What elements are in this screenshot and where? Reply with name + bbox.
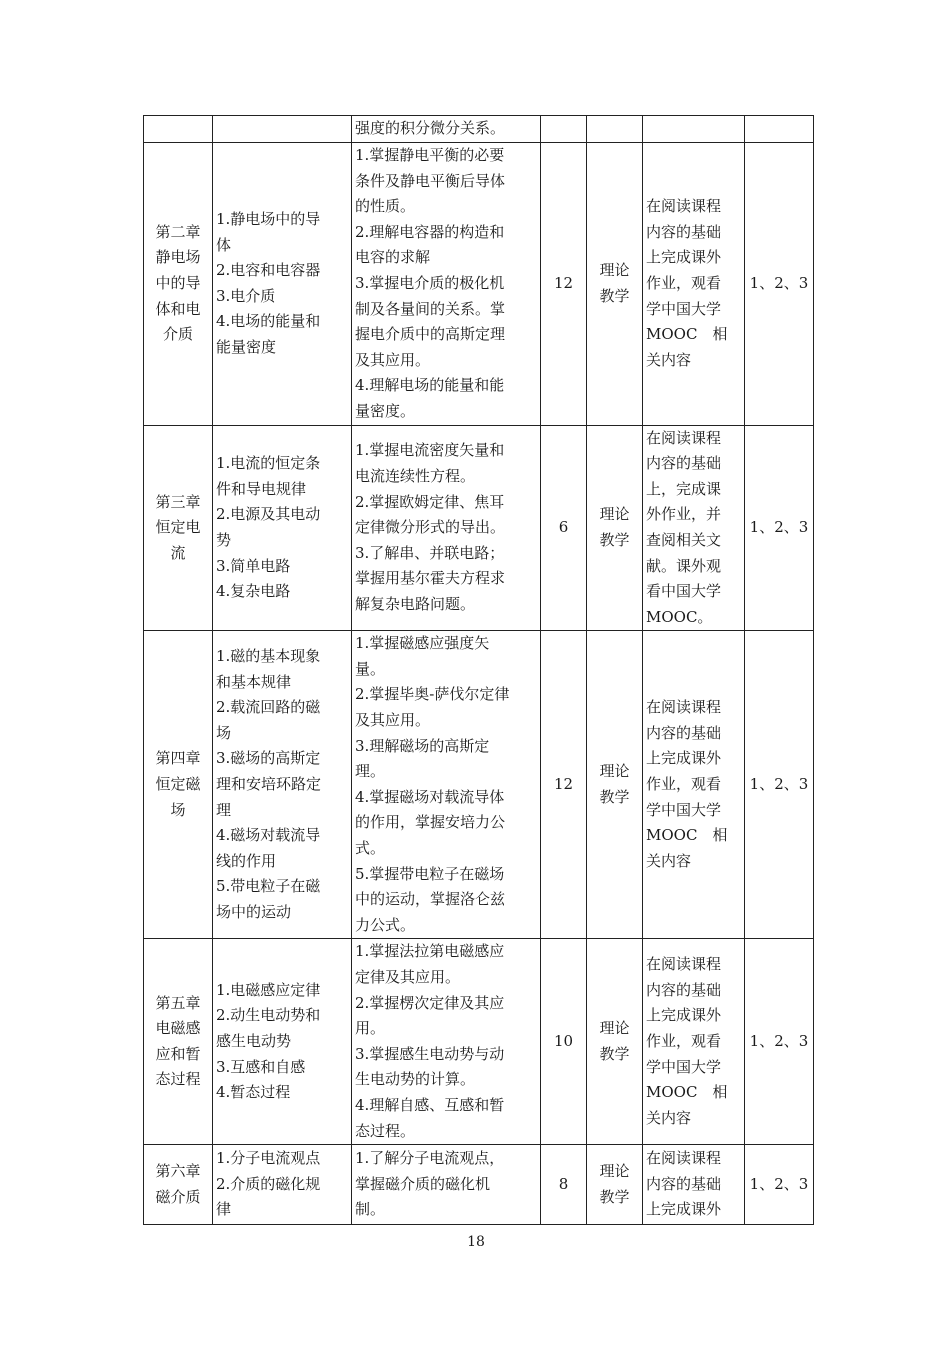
cell-text-line: 2.掌握欧姆定律、焦耳	[355, 492, 505, 511]
cell-text-line: 教学	[599, 1044, 630, 1063]
chapter-cell	[144, 143, 213, 426]
cell-text-line: 5.带电粒子在磁	[216, 877, 321, 896]
cell-text-line: 3.理解磁场的高斯定	[355, 736, 490, 755]
cell-text-line: 2.电源及其电动	[216, 505, 321, 524]
cell-text-line: 2.介质的磁化规	[216, 1174, 321, 1193]
cell-text-line: 感生电动势	[216, 1031, 292, 1050]
table-row	[144, 425, 814, 631]
objective-ref-cell	[745, 116, 814, 143]
cell-text-line: 理论	[599, 261, 630, 280]
table-row	[144, 143, 814, 426]
cell-text-line: 1.掌握磁感应强度矢	[355, 634, 490, 653]
cell-text-line: 上完成课外	[646, 1006, 722, 1025]
cell-text-line: 内容的基础	[646, 1174, 722, 1193]
table-row	[144, 1145, 814, 1225]
cell-text-line: 2.掌握楞次定律及其应	[355, 993, 505, 1012]
cell-text-line: 作业，观看	[646, 775, 722, 794]
cell-text-line: 1.电磁感应定律	[216, 980, 321, 999]
cell-text-line: 静电场	[155, 248, 201, 267]
cell-text-line: 3.磁场的高斯定	[216, 749, 321, 768]
cell-text-line: 第四章	[155, 749, 201, 768]
cell-text-line: 查阅相关文	[646, 530, 722, 549]
cell-text-line: 制。	[355, 1200, 386, 1219]
cell-text-line: 体和电	[155, 299, 201, 318]
cell-text-line: 中的运动，掌握洛仑兹	[355, 890, 506, 909]
cell-text-line: 流	[170, 543, 186, 562]
cell-text-line: MOOC 相	[646, 1083, 728, 1102]
teaching-type-cell	[587, 116, 643, 143]
cell-text-line: 在阅读课程	[646, 197, 722, 216]
objectives-cell	[352, 939, 541, 1145]
cell-text-line: 学中国大学	[646, 299, 722, 318]
syllabus-table	[143, 115, 814, 1225]
objective-ref-cell: 1、2、3	[745, 939, 814, 1145]
cell-text-line: 用。	[355, 1019, 386, 1038]
hours-cell: 8	[541, 1145, 587, 1225]
topics-cell	[213, 939, 352, 1145]
cell-text-line: 作业，观看	[646, 273, 722, 292]
cell-text-line: 3.了解串、并联电路；	[355, 543, 505, 562]
cell-text-line: 学中国大学	[646, 800, 722, 819]
hours-cell: 10	[541, 939, 587, 1145]
cell-text-line: 解复杂电路问题。	[355, 594, 476, 613]
cell-text-line: 上，完成课	[646, 479, 722, 498]
cell-text-line: 作业，观看	[646, 1031, 722, 1050]
cell-text-line: 律	[216, 1200, 232, 1219]
table-row	[144, 939, 814, 1145]
chapter-cell	[144, 116, 213, 143]
cell-text-line: 上完成课外	[646, 749, 722, 768]
cell-text-line: 4.暂态过程	[216, 1083, 291, 1102]
cell-text-line: 4.电场的能量和	[216, 312, 321, 331]
cell-text-line: 献。课外观	[646, 556, 722, 575]
cell-text-line: 学中国大学	[646, 1057, 722, 1076]
cell-text-line: 内容的基础	[646, 723, 722, 742]
cell-text-line: 恒定磁	[155, 775, 201, 794]
cell-text-line: 4.理解自感、互感和暂	[355, 1095, 505, 1114]
cell-text-line: 教学	[599, 787, 630, 806]
teaching-type-cell	[587, 631, 643, 939]
cell-text-line: 内容的基础	[646, 454, 722, 473]
cell-text-line: 1.电流的恒定条	[216, 454, 321, 473]
cell-text-line: 3.掌握电介质的极化机	[355, 273, 505, 292]
cell-text-line: MOOC 相	[646, 325, 728, 344]
objective-ref-cell: 1、2、3	[745, 1145, 814, 1225]
cell-text-line: 场	[216, 723, 232, 742]
cell-text-line: 2.掌握毕奥-萨伐尔定律	[355, 685, 510, 704]
cell-text-line: 态过程	[155, 1070, 201, 1089]
cell-text-line: 应和暂	[155, 1044, 201, 1063]
cell-text-line: 教学	[599, 286, 630, 305]
cell-text-line: 理论	[599, 762, 630, 781]
cell-text-line: 电磁感	[155, 1019, 201, 1038]
cell-text-line: 磁介质	[155, 1187, 201, 1206]
cell-text-line: 及其应用。	[355, 350, 431, 369]
cell-text-line: 第二章	[155, 222, 201, 241]
activities-cell	[643, 425, 745, 631]
cell-text-line: 上完成课外	[646, 1200, 722, 1219]
cell-text-line: 3.掌握感生电动势与动	[355, 1044, 505, 1063]
activities-cell	[643, 116, 745, 143]
cell-text-line: 在阅读课程	[646, 698, 722, 717]
hours-cell	[541, 116, 587, 143]
cell-text-line: 中的导	[155, 273, 201, 292]
cell-text-line: 态过程。	[355, 1121, 416, 1140]
hours-cell: 6	[541, 425, 587, 631]
page-number: 18	[467, 1234, 485, 1250]
hours-cell: 12	[541, 631, 587, 939]
table-row	[144, 116, 814, 143]
teaching-type-cell	[587, 425, 643, 631]
cell-text-line: 3.互感和自感	[216, 1057, 306, 1076]
cell-text-line: 能量密度	[216, 337, 277, 356]
cell-text-line: 握电介质中的高斯定理	[355, 325, 506, 344]
cell-text-line: 强度的积分微分关系。	[355, 119, 506, 138]
cell-text-line: 1.掌握静电平衡的必要	[355, 146, 505, 164]
cell-text-line: 电容的求解	[355, 248, 431, 267]
cell-text-line: 场中的运动	[216, 903, 292, 922]
cell-text-line: 在阅读课程	[646, 1149, 722, 1168]
cell-text-line: 4.理解电场的能量和能	[355, 376, 505, 395]
cell-text-line: 介质	[162, 325, 193, 344]
cell-text-line: 看中国大学	[646, 582, 722, 601]
cell-text-line: 恒定电	[155, 518, 201, 537]
cell-text-line: 掌握用基尔霍夫方程求	[355, 569, 506, 588]
chapter-cell	[144, 631, 213, 939]
cell-text-line: 件和导电规律	[216, 479, 307, 498]
cell-text-line: 4.磁场对载流导	[216, 826, 321, 845]
cell-text-line: 3.简单电路	[216, 556, 291, 575]
cell-text-line: 理。	[355, 762, 386, 781]
cell-text-line: 教学	[599, 530, 630, 549]
cell-text-line: 的作用，掌握安培力公	[355, 813, 506, 832]
topics-cell	[213, 425, 352, 631]
table-row	[144, 631, 814, 939]
cell-text-line: 在阅读课程	[646, 428, 722, 447]
cell-text-line: 上完成课外	[646, 248, 722, 267]
cell-text-line: 1.了解分子电流观点，	[355, 1149, 505, 1168]
cell-text-line: 制及各量间的关系。掌	[355, 299, 506, 318]
cell-text-line: 2.动生电动势和	[216, 1006, 321, 1025]
cell-text-line: 关内容	[646, 350, 692, 369]
cell-text-line: 势	[216, 530, 232, 549]
objectives-cell	[352, 1145, 541, 1225]
chapter-cell	[144, 425, 213, 631]
objectives-cell	[352, 631, 541, 939]
hours-cell: 12	[541, 143, 587, 426]
cell-text-line: 4.掌握磁场对载流导体	[355, 787, 505, 806]
cell-text-line: 量密度。	[355, 401, 416, 420]
activities-cell	[643, 631, 745, 939]
teaching-type-cell	[587, 939, 643, 1145]
cell-text-line: 理	[216, 800, 232, 819]
cell-text-line: 生电动势的计算。	[355, 1070, 476, 1089]
cell-text-line: 理论	[599, 505, 630, 524]
cell-text-line: 理论	[599, 1019, 630, 1038]
topics-cell	[213, 116, 352, 143]
topics-cell	[213, 1145, 352, 1225]
cell-text-line: 1.磁的基本现象	[216, 647, 321, 666]
cell-text-line: 1.分子电流观点	[216, 1149, 321, 1168]
cell-text-line: 线的作用	[216, 851, 277, 870]
cell-text-line: 2.载流回路的磁	[216, 698, 321, 717]
chapter-cell	[144, 1145, 213, 1225]
cell-text-line: 理论	[599, 1162, 630, 1181]
cell-text-line: 2.理解电容器的构造和	[355, 222, 505, 241]
cell-text-line: 内容的基础	[646, 222, 722, 241]
cell-text-line: 2.电容和电容器	[216, 261, 321, 280]
teaching-type-cell	[587, 143, 643, 426]
cell-text-line: MOOC 相	[646, 826, 728, 845]
cell-text-line: 5.掌握带电粒子在磁场	[355, 864, 505, 883]
cell-text-line: 的性质。	[355, 197, 416, 216]
cell-text-line: 4.复杂电路	[216, 582, 291, 601]
cell-text-line: 电流连续性方程。	[355, 466, 476, 485]
cell-text-line: MOOC。	[646, 607, 713, 626]
topics-cell	[213, 143, 352, 426]
activities-cell	[643, 143, 745, 426]
chapter-cell	[144, 939, 213, 1145]
cell-text-line: 定律微分形式的导出。	[355, 518, 506, 537]
cell-text-line: 理和安培环路定	[216, 775, 322, 794]
activities-cell	[643, 1145, 745, 1225]
cell-text-line: 场	[170, 800, 186, 819]
cell-text-line: 1.掌握电流密度矢量和	[355, 441, 505, 460]
cell-text-line: 第五章	[155, 993, 201, 1012]
objectives-cell	[352, 116, 541, 143]
objectives-cell	[352, 143, 541, 426]
cell-text-line: 式。	[355, 839, 386, 858]
cell-text-line: 教学	[599, 1187, 630, 1206]
cell-text-line: 和基本规律	[216, 672, 292, 691]
cell-text-line: 及其应用。	[355, 711, 431, 730]
cell-text-line: 量。	[355, 659, 386, 678]
cell-text-line: 定律及其应用。	[355, 968, 461, 986]
cell-text-line: 1.掌握法拉第电磁感应	[355, 942, 505, 961]
cell-text-line: 在阅读课程	[646, 955, 722, 974]
objectives-cell	[352, 425, 541, 631]
cell-text-line: 3.电介质	[216, 286, 276, 305]
cell-text-line: 1.静电场中的导	[216, 209, 321, 228]
topics-cell	[213, 631, 352, 939]
cell-text-line: 关内容	[646, 1108, 692, 1127]
activities-cell	[643, 939, 745, 1145]
cell-text-line: 第六章	[155, 1162, 201, 1181]
cell-text-line: 力公式。	[355, 915, 416, 934]
cell-text-line: 内容的基础	[646, 980, 722, 999]
objective-ref-cell: 1、2、3	[745, 631, 814, 939]
cell-text-line: 体	[216, 235, 232, 254]
teaching-type-cell	[587, 1145, 643, 1225]
objective-ref-cell: 1、2、3	[745, 143, 814, 426]
cell-text-line: 外作业，并	[646, 505, 722, 524]
cell-text-line: 关内容	[646, 851, 692, 870]
cell-text-line: 条件及静电平衡后导体	[355, 171, 506, 190]
cell-text-line: 掌握磁介质的磁化机	[355, 1174, 491, 1193]
cell-text-line: 第三章	[155, 492, 201, 511]
objective-ref-cell: 1、2、3	[745, 425, 814, 631]
